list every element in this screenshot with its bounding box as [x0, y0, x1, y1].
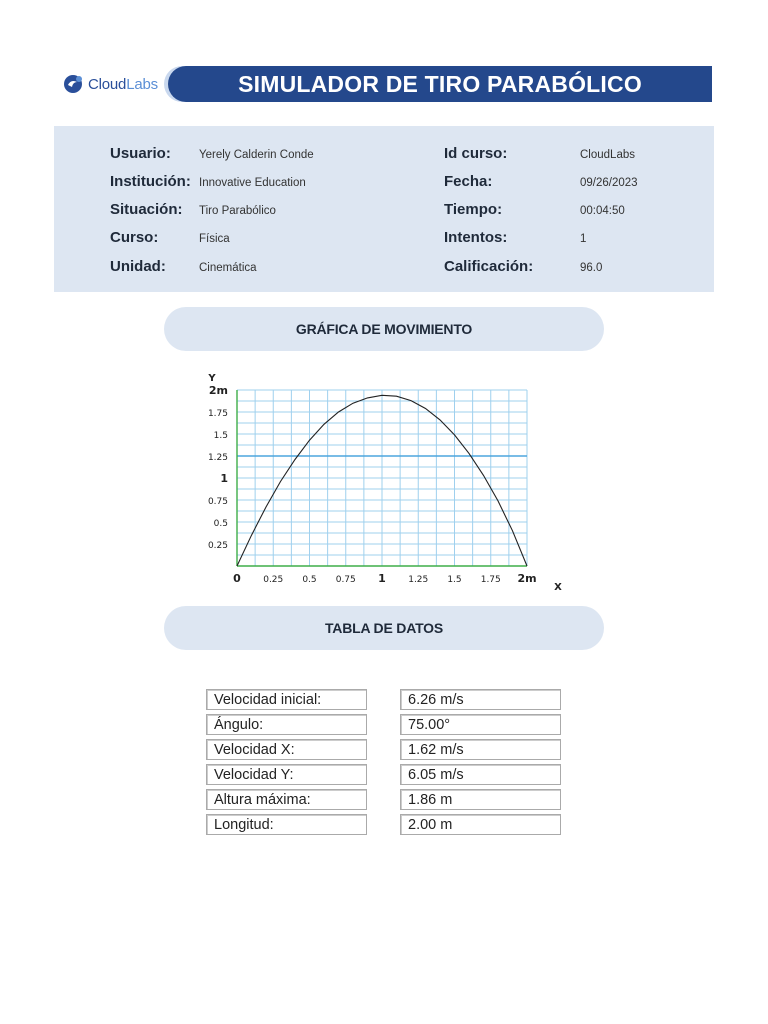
table-value-cell: 75.00°	[400, 714, 561, 735]
table-value-cell: 1.62 m/s	[400, 739, 561, 760]
table-label-cell: Velocidad inicial:	[206, 689, 367, 710]
motion-chart	[200, 366, 580, 596]
tabla-section-header	[164, 606, 604, 650]
table-label-cell: Velocidad X:	[206, 739, 367, 760]
idcurso-label: Id curso:	[444, 145, 508, 162]
x-tick-label: 1.5	[447, 575, 462, 585]
unidad-label: Unidad:	[110, 258, 166, 275]
y-tick-label: 1	[220, 472, 228, 485]
chart-grid	[237, 390, 527, 566]
fecha-label: Fecha:	[444, 173, 493, 190]
calificacion-row	[444, 258, 602, 278]
idcurso-value: CloudLabs	[580, 149, 635, 161]
x-tick-label: 0	[233, 572, 241, 585]
x-tick-label: 1.25	[408, 575, 429, 585]
x-axis-label: X	[554, 582, 562, 593]
grafica-section-title: GRÁFICA DE MOVIMIENTO	[295, 321, 473, 337]
y-tick-label: 2m	[208, 384, 228, 397]
logo-text-labs: Labs	[126, 75, 158, 93]
cloudlabs-logo-icon	[62, 72, 86, 96]
table-value-cell: 1.86 m	[400, 789, 561, 810]
y-axis-label: Y	[208, 373, 216, 384]
intentos-row	[444, 229, 586, 249]
y-tick-label: 1.5	[213, 431, 228, 441]
table-value-cell: 6.26 m/s	[400, 689, 561, 710]
x-tick-label: 2m	[517, 572, 537, 585]
table-value-cell: 2.00 m	[400, 814, 561, 835]
usuario-row	[110, 145, 314, 165]
info-panel	[54, 126, 714, 292]
logo-text-cloud: Cloud	[88, 75, 127, 93]
y-tick-label: 1.25	[207, 453, 228, 463]
fecha-row	[444, 173, 638, 193]
intentos-label: Intentos:	[444, 229, 508, 246]
unidad-row	[110, 258, 257, 278]
usuario-value: Yerely Calderin Conde	[199, 149, 314, 161]
curso-value: Física	[199, 233, 230, 245]
fecha-value: 09/26/2023	[580, 177, 638, 189]
intentos-value: 1	[580, 233, 587, 245]
idcurso-row	[444, 145, 635, 165]
institucion-value: Innovative Education	[199, 177, 306, 189]
page-title-bar	[168, 66, 712, 102]
x-tick-label: 1	[378, 572, 386, 585]
logo-text	[88, 76, 158, 93]
curso-label: Curso:	[110, 229, 159, 246]
y-tick-label: 1.75	[207, 409, 228, 419]
grafica-section-header	[164, 307, 604, 351]
tiempo-value: 00:04:50	[580, 205, 625, 217]
x-tick-label: 1.75	[480, 575, 501, 585]
cloudlabs-logo	[62, 70, 158, 98]
tabla-section-title: TABLA DE DATOS	[324, 620, 443, 636]
y-tick-label: 0.25	[207, 541, 228, 551]
calificacion-label: Calificación:	[444, 258, 534, 275]
tiempo-label: Tiempo:	[444, 201, 503, 218]
table-label-cell: Ángulo:	[206, 714, 367, 735]
y-tick-label: 0.75	[207, 497, 228, 507]
x-tick-label: 0.75	[335, 575, 356, 585]
situacion-value: Tiro Parabólico	[199, 205, 276, 217]
page-title: SIMULADOR DE TIRO PARABÓLICO	[238, 70, 642, 97]
usuario-label: Usuario:	[110, 145, 171, 162]
situacion-row	[110, 201, 276, 221]
table-label-cell: Longitud:	[206, 814, 367, 835]
unidad-value: Cinemática	[199, 262, 257, 274]
x-tick-label: 0.25	[263, 575, 284, 585]
table-value-cell: 6.05 m/s	[400, 764, 561, 785]
x-tick-label: 0.5	[302, 575, 317, 585]
y-tick-label: 0.5	[213, 519, 228, 529]
table-label-cell: Velocidad Y:	[206, 764, 367, 785]
table-label-cell: Altura máxima:	[206, 789, 367, 810]
tiempo-row	[444, 201, 625, 221]
calificacion-value: 96.0	[580, 262, 603, 274]
situacion-label: Situación:	[110, 201, 183, 218]
institucion-row	[110, 173, 306, 193]
institucion-label: Institución:	[110, 173, 191, 190]
curso-row	[110, 229, 230, 249]
